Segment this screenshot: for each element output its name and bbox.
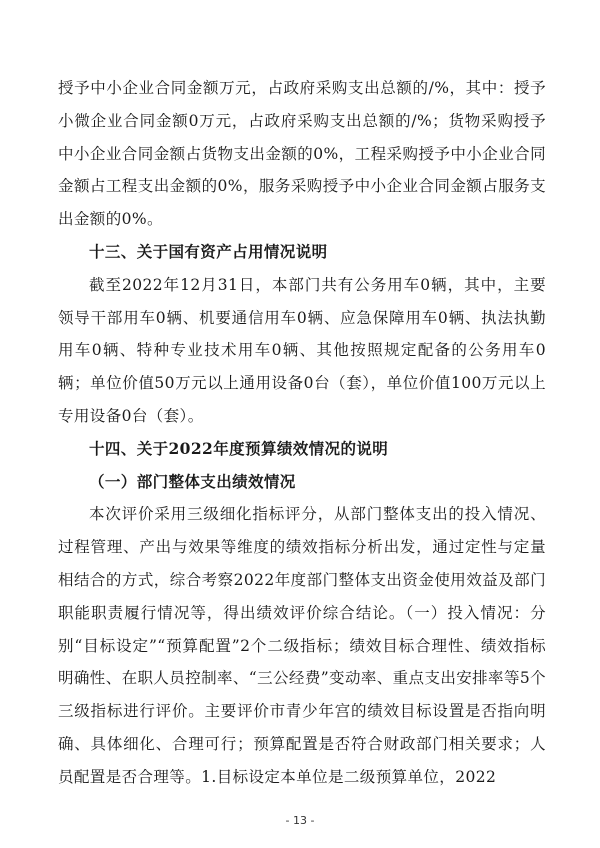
section-heading-13: 十三、关于国有资产占用情况说明 [89,241,328,261]
subsection-heading-1: （一）部门整体支出绩效情况 [89,471,296,491]
section-heading-14: 十四、关于2022年度预算绩效情况的说明 [89,438,389,458]
paragraph-procurement: 授予中小企业合同金额万元，占政府采购支出总额的/%，其中：授予小微企业合同金额0万元，占政府采购支出总额的/%；货物采购授予中小企业合同金额占货物支出金额的0%，工程采购授予中小企业合同金额占工程支出金额的0%，服务采购授予中小企业合同金额占服务支出金额的0%。 [58,79,546,229]
paragraph-assets: 截至2022年12月31日，本部门共有公务用车0辆，其中，主要领导干部用车0辆、机要通信用车0辆、应急保障用车0辆、执法执勤用车0辆、特种专业技术用车0辆、其他按照规定配备的公务用车0辆；单位价值50万元以上通用设备0台（套），单位价值100万元以上专用设备0台（套）。 [58,275,546,425]
paragraph-performance: 本次评价采用三级细化指标评分，从部门整体支出的投入情况、过程管理、产出与效果等维度的绩效指标分析出发，通过定性与定量相结合的方式，综合考察2022年度部门整体支出资金使用效益及部门职能职责履行情况等，得出绩效评价综合结论。（一）投入情况：分别“目标设定”“预算配置”2个二级指标；绩效目标合理性、绩效指标明确性、在职人员控制率、“三公经费”变动率、重点支出安排率等5个三级指标进行评价。主要评价市青少年宫的绩效目标设置是否指向明确、具体细化、合理可行；预算配置是否符合财政部门相关要求；人员配置是否合理等。1.目标设定本单位是二级预算单位，2022 [58,505,547,786]
document-body [58,72,546,794]
page-number: - 13 - [285,814,315,827]
